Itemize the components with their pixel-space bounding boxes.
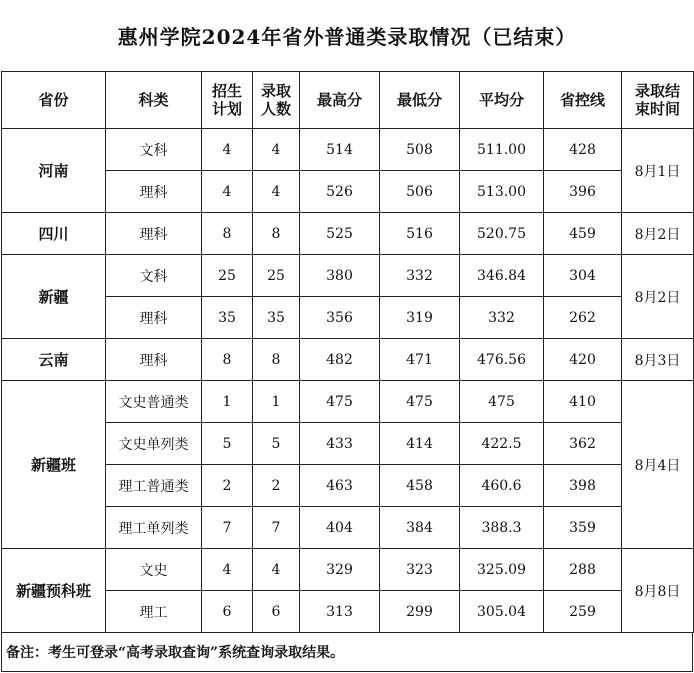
table-row bbox=[2, 465, 694, 507]
table-row bbox=[2, 549, 694, 591]
table-row bbox=[2, 423, 694, 465]
control-line-cell: 459 bbox=[544, 213, 622, 255]
category-cell: 理科 bbox=[106, 339, 202, 381]
admission-table bbox=[1, 71, 694, 633]
header-avg: 平均分 bbox=[460, 72, 544, 129]
end-time-cell: 8月4日 bbox=[622, 381, 694, 549]
control-line-cell: 304 bbox=[544, 255, 622, 297]
admitted-cell: 8 bbox=[253, 339, 300, 381]
footnote: 备注：考生可登录“高考录取查询”系统查询录取结果。 bbox=[1, 632, 693, 672]
max-score-cell: 313 bbox=[300, 591, 380, 633]
category-cell: 理工普通类 bbox=[106, 465, 202, 507]
min-score-cell: 458 bbox=[380, 465, 460, 507]
avg-score-cell: 476.56 bbox=[460, 339, 544, 381]
table-row bbox=[2, 381, 694, 423]
avg-score-cell: 388.3 bbox=[460, 507, 544, 549]
plan-cell: 35 bbox=[202, 297, 253, 339]
admitted-cell: 4 bbox=[253, 171, 300, 213]
header-plan bbox=[202, 72, 253, 129]
max-score-cell: 380 bbox=[300, 255, 380, 297]
plan-cell: 4 bbox=[202, 171, 253, 213]
plan-cell: 8 bbox=[202, 339, 253, 381]
min-score-cell: 332 bbox=[380, 255, 460, 297]
control-line-cell: 362 bbox=[544, 423, 622, 465]
min-score-cell: 471 bbox=[380, 339, 460, 381]
end-time-cell: 8月2日 bbox=[622, 255, 694, 339]
category-cell: 理科 bbox=[106, 171, 202, 213]
plan-cell: 2 bbox=[202, 465, 253, 507]
admitted-cell: 8 bbox=[253, 213, 300, 255]
min-score-cell: 319 bbox=[380, 297, 460, 339]
table-row bbox=[2, 297, 694, 339]
header-control: 省控线 bbox=[544, 72, 622, 129]
province-cell: 新疆 bbox=[2, 255, 106, 339]
max-score-cell: 514 bbox=[300, 129, 380, 171]
admitted-cell: 4 bbox=[253, 129, 300, 171]
admitted-cell: 35 bbox=[253, 297, 300, 339]
max-score-cell: 463 bbox=[300, 465, 380, 507]
avg-score-cell: 475 bbox=[460, 381, 544, 423]
header-min: 最低分 bbox=[380, 72, 460, 129]
max-score-cell: 329 bbox=[300, 549, 380, 591]
header-row bbox=[2, 72, 694, 129]
max-score-cell: 404 bbox=[300, 507, 380, 549]
category-cell: 文史单列类 bbox=[106, 423, 202, 465]
page-title: 惠州学院2024年省外普通类录取情况（已结束） bbox=[117, 25, 577, 49]
table-row bbox=[2, 507, 694, 549]
avg-score-cell: 332 bbox=[460, 297, 544, 339]
table-row bbox=[2, 591, 694, 633]
header-province: 省份 bbox=[2, 72, 106, 129]
control-line-cell: 259 bbox=[544, 591, 622, 633]
category-cell: 理科 bbox=[106, 297, 202, 339]
province-cell: 新疆班 bbox=[2, 381, 106, 549]
category-cell: 文史 bbox=[106, 549, 202, 591]
max-score-cell: 482 bbox=[300, 339, 380, 381]
avg-score-cell: 513.00 bbox=[460, 171, 544, 213]
category-cell: 文科 bbox=[106, 129, 202, 171]
control-line-cell: 410 bbox=[544, 381, 622, 423]
max-score-cell: 356 bbox=[300, 297, 380, 339]
category-cell: 理工 bbox=[106, 591, 202, 633]
admitted-cell: 2 bbox=[253, 465, 300, 507]
admitted-cell: 4 bbox=[253, 549, 300, 591]
min-score-cell: 506 bbox=[380, 171, 460, 213]
category-cell: 理科 bbox=[106, 213, 202, 255]
max-score-cell: 526 bbox=[300, 171, 380, 213]
header-plan-line2: 计划 bbox=[211, 100, 242, 118]
min-score-cell: 323 bbox=[380, 549, 460, 591]
end-time-cell: 8月3日 bbox=[622, 339, 694, 381]
admitted-cell: 25 bbox=[253, 255, 300, 297]
end-time-cell: 8月2日 bbox=[622, 213, 694, 255]
end-time-cell: 8月1日 bbox=[622, 129, 694, 213]
admitted-cell: 5 bbox=[253, 423, 300, 465]
table-row bbox=[2, 171, 694, 213]
end-time-cell: 8月8日 bbox=[622, 549, 694, 633]
header-admitted bbox=[253, 72, 300, 129]
header-end-time bbox=[622, 72, 694, 129]
header-end-time-line1: 录取结 bbox=[634, 82, 680, 100]
category-cell: 文史普通类 bbox=[106, 381, 202, 423]
control-line-cell: 398 bbox=[544, 465, 622, 507]
control-line-cell: 396 bbox=[544, 171, 622, 213]
header-admitted-line1: 录取 bbox=[260, 82, 291, 100]
control-line-cell: 262 bbox=[544, 297, 622, 339]
control-line-cell: 359 bbox=[544, 507, 622, 549]
admitted-cell: 7 bbox=[253, 507, 300, 549]
province-cell: 四川 bbox=[2, 213, 106, 255]
header-end-time-line2: 束时间 bbox=[634, 100, 680, 118]
avg-score-cell: 346.84 bbox=[460, 255, 544, 297]
avg-score-cell: 520.75 bbox=[460, 213, 544, 255]
control-line-cell: 428 bbox=[544, 129, 622, 171]
plan-cell: 1 bbox=[202, 381, 253, 423]
province-cell: 新疆预科班 bbox=[2, 549, 106, 633]
header-admitted-line2: 人数 bbox=[260, 100, 291, 118]
header-category: 科类 bbox=[106, 72, 202, 129]
province-cell: 河南 bbox=[2, 129, 106, 213]
header-plan-line1: 招生 bbox=[211, 82, 242, 100]
plan-cell: 25 bbox=[202, 255, 253, 297]
category-cell: 理工单列类 bbox=[106, 507, 202, 549]
avg-score-cell: 511.00 bbox=[460, 129, 544, 171]
min-score-cell: 508 bbox=[380, 129, 460, 171]
table-row bbox=[2, 339, 694, 381]
admitted-cell: 6 bbox=[253, 591, 300, 633]
category-cell: 文科 bbox=[106, 255, 202, 297]
header-max: 最高分 bbox=[300, 72, 380, 129]
plan-cell: 7 bbox=[202, 507, 253, 549]
plan-cell: 6 bbox=[202, 591, 253, 633]
plan-cell: 8 bbox=[202, 213, 253, 255]
province-cell: 云南 bbox=[2, 339, 106, 381]
max-score-cell: 525 bbox=[300, 213, 380, 255]
plan-cell: 5 bbox=[202, 423, 253, 465]
avg-score-cell: 325.09 bbox=[460, 549, 544, 591]
control-line-cell: 288 bbox=[544, 549, 622, 591]
avg-score-cell: 422.5 bbox=[460, 423, 544, 465]
avg-score-cell: 305.04 bbox=[460, 591, 544, 633]
plan-cell: 4 bbox=[202, 549, 253, 591]
min-score-cell: 414 bbox=[380, 423, 460, 465]
table-row bbox=[2, 255, 694, 297]
max-score-cell: 475 bbox=[300, 381, 380, 423]
avg-score-cell: 460.6 bbox=[460, 465, 544, 507]
admitted-cell: 1 bbox=[253, 381, 300, 423]
max-score-cell: 433 bbox=[300, 423, 380, 465]
table-row bbox=[2, 129, 694, 171]
table-row bbox=[2, 213, 694, 255]
plan-cell: 4 bbox=[202, 129, 253, 171]
min-score-cell: 384 bbox=[380, 507, 460, 549]
min-score-cell: 299 bbox=[380, 591, 460, 633]
min-score-cell: 516 bbox=[380, 213, 460, 255]
min-score-cell: 475 bbox=[380, 381, 460, 423]
control-line-cell: 420 bbox=[544, 339, 622, 381]
